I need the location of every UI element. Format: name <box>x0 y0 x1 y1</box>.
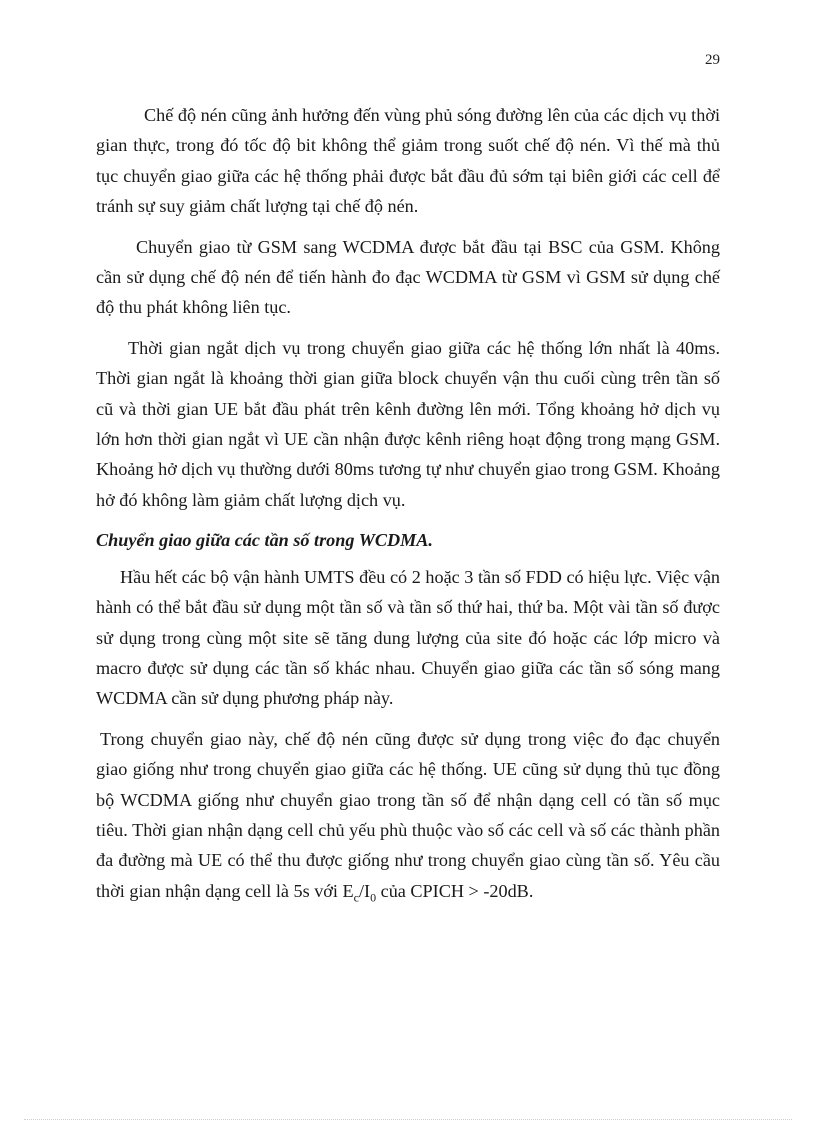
page-number: 29 <box>705 52 720 68</box>
slash-i: /I <box>358 880 371 901</box>
paragraph-service-interruption: Thời gian ngắt dịch vụ trong chuyển giao giữa các hệ thống lớn nhất là 40ms. Thời gian ngắt là khoảng thời gian giữa block chuyển vận thu cuối cùng trên tần số cũ và thời gian UE bắt đầu phát trên kênh đường lên mới. Tổng khoảng hở dịch vụ lớn hơn thời gian ngắt vì UE cần nhận được kênh riêng hoạt động trong mạng GSM. Khoảng hở dịch vụ thường dưới 80ms tương tự như chuyển giao trong GSM. Khoảng hở đó không làm giảm chất lượng dịch vụ. <box>96 337 720 510</box>
paragraph-inter-frequency-measurement <box>96 724 720 913</box>
page-bottom-border <box>24 1119 792 1120</box>
paragraph-umts-frequencies: Hầu hết các bộ vận hành UMTS đều có 2 hoặc 3 tần số FDD có hiệu lực. Việc vận hành có thể bắt đầu sử dụng một tần số và tần số thứ hai, thứ ba. Một vài tần số được sử dụng trong cùng một site sẽ tăng dung lượng của site đó hoặc các lớp micro và macro được sử dụng các tần số khác nhau. Chuyển giao giữa các tần số sóng mang WCDMA cần sử dụng phương pháp này. <box>96 566 720 709</box>
paragraph-tail: của CPICH > -20dB. <box>376 880 534 901</box>
paragraph-gsm-to-wcdma-handover: Chuyển giao từ GSM sang WCDMA được bắt đầu tại BSC của GSM. Không cần sử dụng chế độ nén để tiến hành đo đạc WCDMA từ GSM vì GSM sử dụng chế độ thu phát không liên tục. <box>96 236 720 318</box>
paragraph-text: Trong chuyển giao này, chế độ nén cũng được sử dụng trong việc đo đạc chuyển giao giống như trong chuyển giao giữa các hệ thống. UE cũng sử dụng thủ tục đồng bộ WCDMA giống như chuyển giao trong tần số để nhận dạng cell có tần số mục tiêu. Thời gian nhận dạng cell chủ yếu phù thuộc vào số các cell và số các thành phần đa đường mà UE có thể thu được giống như trong chuyển giao cùng tần số. Yêu cầu thời gian nhận dạng cell là 5s với E <box>96 728 720 901</box>
subscript-zero: 0 <box>370 890 377 905</box>
subscript-c: c <box>353 890 359 905</box>
section-heading-inter-frequency: Chuyển giao giữa các tần số trong WCDMA. <box>96 530 433 551</box>
document-body <box>96 100 720 923</box>
paragraph-compressed-mode-coverage: Chế độ nén cũng ảnh hưởng đến vùng phủ sóng đường lên của các dịch vụ thời gian thực, trong đó tốc độ bit không thể giảm trong suốt chế độ nén. Vì thế mà thủ tục chuyển giao giữa các hệ thống phải được bắt đầu đủ sớm tại biên giới các cell để tránh sự suy giảm chất lượng tại chế độ nén. <box>96 105 720 217</box>
